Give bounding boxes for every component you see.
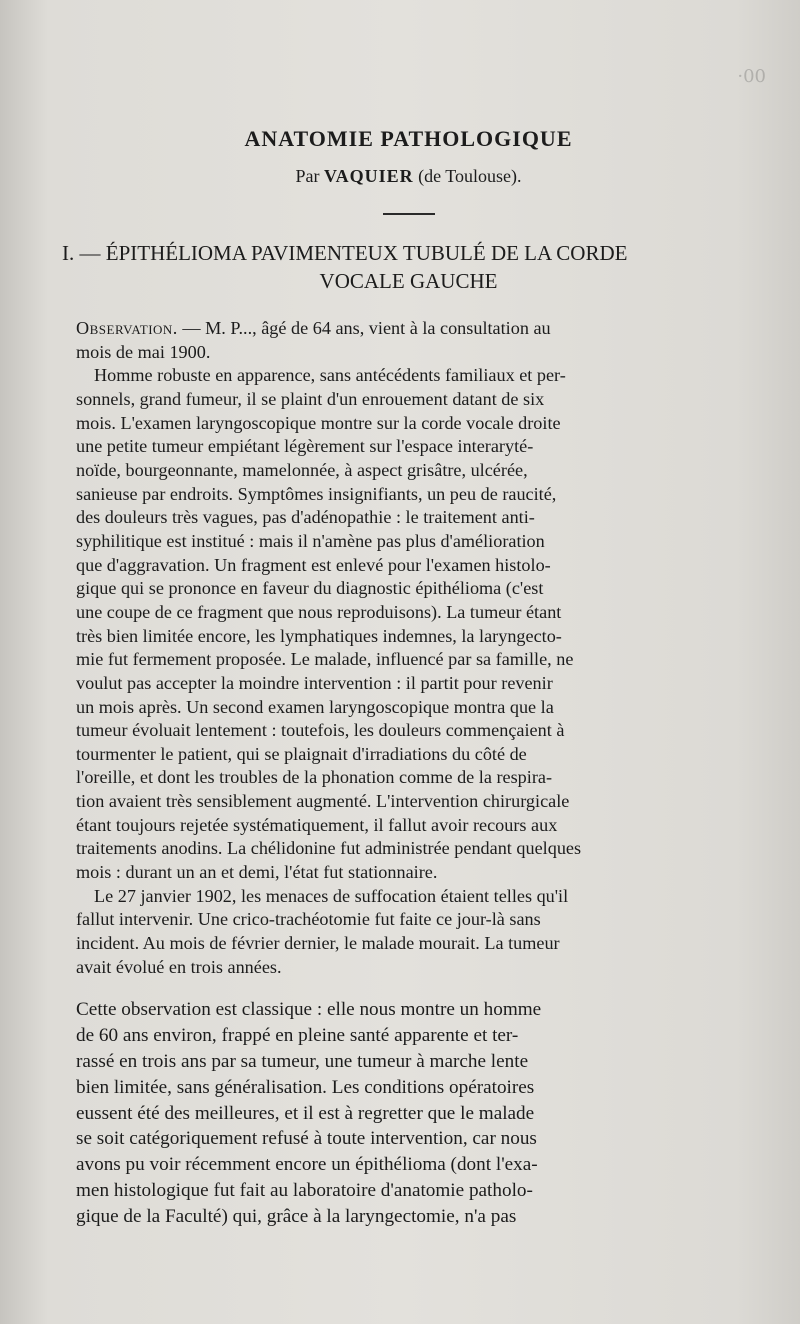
observation-line: tion avaient très sensiblement augmenté. L'intervention chirurgicale (76, 791, 570, 812)
observation-line: étant toujours rejetée systématiquement, il fallut avoir recours aux (76, 814, 558, 835)
observation-line: traitements anodins. La chélidonine fut administrée pendant quelques (76, 838, 582, 859)
observation-line: un mois après. Un second examen laryngoscopique montra que la (76, 696, 554, 717)
observation-line: Observation. — M. P..., âgé de 64 ans, vient à la consultation au (76, 318, 551, 338)
observation-lead: Observation. (76, 318, 178, 338)
byline (76, 166, 741, 187)
byline-prefix: Par (295, 166, 324, 186)
observation-line: une coupe de ce fragment que nous reproduisons). La tumeur étant (76, 601, 562, 622)
observation-line: noïde, bourgeonnante, mamelonnée, à aspect grisâtre, ulcérée, (76, 459, 528, 480)
discussion-line: eussent été des meilleures, et il est à regretter que le malade (76, 1102, 535, 1124)
section-title (62, 239, 741, 295)
observation-line: sanieuse par endroits. Symptômes insignifiants, un peu de raucité, (76, 483, 557, 504)
bleed-through-page-number: ·00 (737, 66, 766, 87)
discussion-line: de 60 ans environ, frappé en pleine santé apparente et ter- (76, 1025, 519, 1047)
author-affiliation: (de Toulouse). (413, 166, 522, 186)
observation-line: une petite tumeur empiétant légèrement sur l'espace interaryté- (76, 436, 534, 457)
observation-line: gique qui se prononce en faveur du diagnostic épithélioma (c'est (76, 578, 544, 599)
observation-line: avait évolué en trois années. (76, 956, 282, 977)
discussion-line: se soit catégoriquement refusé à toute intervention, car nous (76, 1128, 537, 1150)
discussion-line: rassé en trois ans par sa tumeur, une tumeur à marche lente (76, 1050, 529, 1072)
discussion-paragraph (76, 997, 741, 1229)
discussion-line: gique de la Faculté) qui, grâce à la laryngectomie, n'a pas (76, 1205, 517, 1227)
observation-line: tourmenter le patient, qui se plaignait d'irradiations du côté de (76, 743, 527, 764)
observation-line: voulut pas accepter la moindre intervention : il partit pour revenir (76, 672, 553, 693)
observation-paragraph (76, 317, 741, 979)
page-title: ANATOMIE PATHOLOGIQUE (244, 126, 573, 151)
observation-line: Le 27 janvier 1902, les menaces de suffocation étaient telles qu'il (94, 885, 569, 906)
observation-line: Homme robuste en apparence, sans antécédents familiaux et per- (94, 365, 566, 386)
discussion-line: avons pu voir récemment encore un épithélioma (dont l'exa- (76, 1154, 538, 1176)
observation-line: mie fut fermement proposée. Le malade, influencé par sa famille, ne (76, 649, 574, 670)
observation-line: mois : durant un an et demi, l'état fut stationnaire. (76, 862, 438, 883)
observation-line: l'oreille, et dont les troubles de la phonation comme de la respira- (76, 767, 553, 788)
observation-line: que d'aggravation. Un fragment est enlevé pour l'examen histolo- (76, 554, 551, 575)
section-title-line-1: I. — ÉPITHÉLIOMA PAVIMENTEUX TUBULÉ DE LA CORDE (62, 241, 628, 265)
observation-line: syphilitique est institué : mais il n'amène pas plus d'amélioration (76, 530, 545, 551)
observation-line: fallut intervenir. Une crico-trachéotomie fut faite ce jour-là sans (76, 909, 541, 930)
observation-line: mois de mai 1900. (76, 341, 211, 362)
observation-line: tumeur évoluait lentement : toutefois, les douleurs commençaient à (76, 720, 565, 741)
title-divider (383, 213, 435, 215)
observation-line: très bien limitée encore, les lymphatiques indemnes, la laryngecto- (76, 625, 562, 646)
page-content (62, 120, 741, 1230)
observation-line: des douleurs très vagues, pas d'adénopathie : le traitement anti- (76, 507, 535, 528)
observation-line: incident. Au mois de février dernier, le malade mourait. La tumeur (76, 933, 560, 954)
section-title-line-2: VOCALE GAUCHE (319, 269, 498, 293)
discussion-line: men histologique fut fait au laboratoire d'anatomie patholo- (76, 1179, 533, 1201)
paragraph-gap (76, 979, 741, 997)
discussion-line: Cette observation est classique : elle nous montre un homme (76, 999, 542, 1021)
discussion-line: bien limitée, sans généralisation. Les conditions opératoires (76, 1076, 535, 1098)
author-name: VAQUIER (323, 166, 414, 186)
observation-line: sonnels, grand fumeur, il se plaint d'un enrouement datant de six (76, 388, 545, 409)
observation-line: mois. L'examen laryngoscopique montre sur la corde vocale droite (76, 412, 561, 433)
